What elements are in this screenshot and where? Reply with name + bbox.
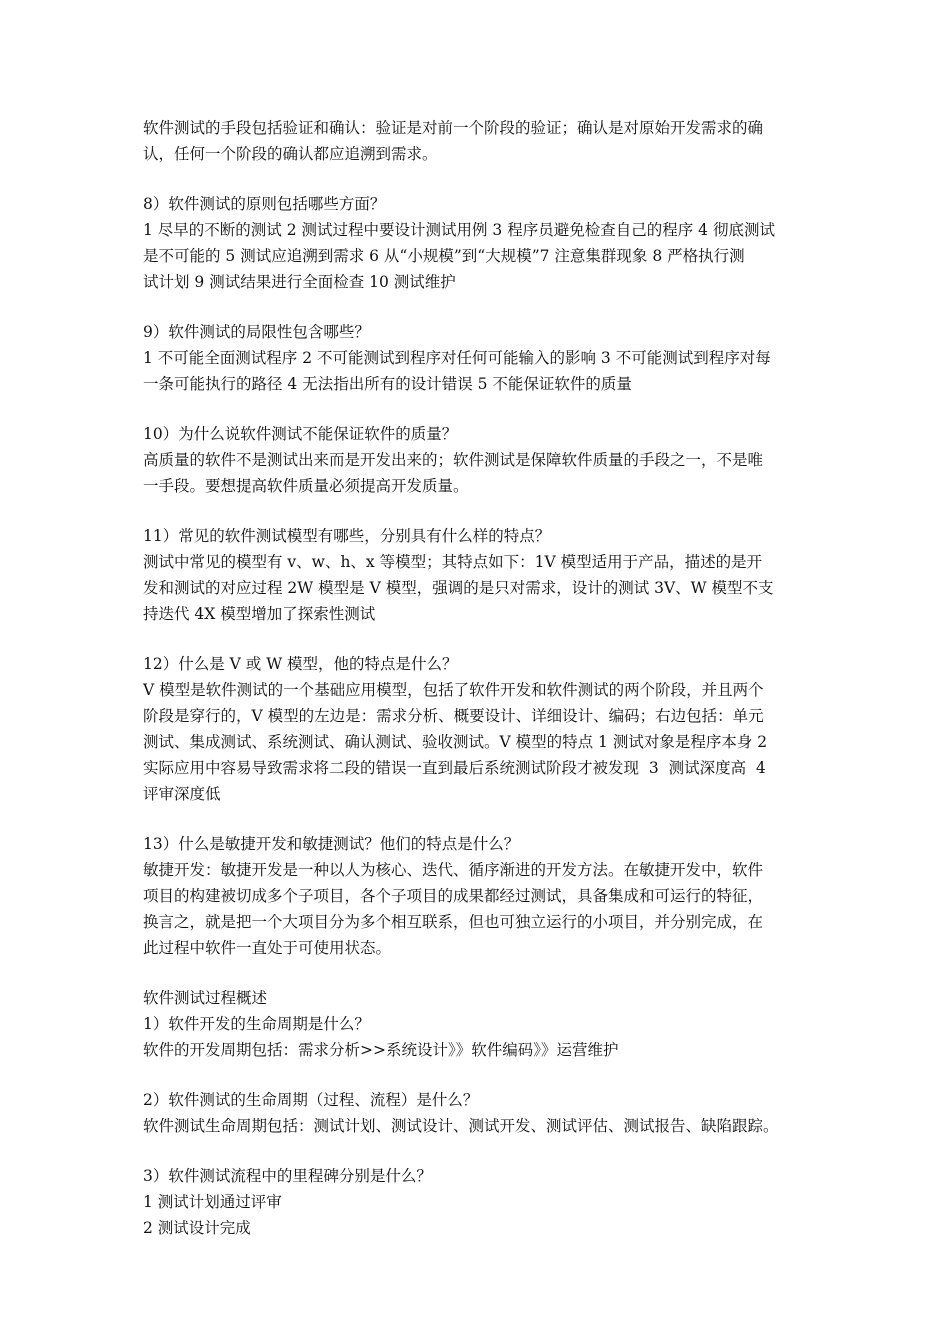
answer-line: 项目的构建被切成多个子项目，各个子项目的成果都经过测试，具备集成和可运行的特征，	[143, 887, 764, 905]
question-9	[143, 319, 807, 397]
question-10	[143, 421, 807, 499]
paragraph-gap	[143, 499, 807, 523]
answer-line: 是不可能的 5 测试应追溯到需求 6 从“小规模”到“大规模”7 注意集群现象 8 严格执行测	[143, 247, 745, 265]
answer-line: 高质量的软件不是测试出来而是开发出来的；软件测试是保障软件质量的手段之一，不是唯	[143, 451, 764, 469]
answer-line: 评审深度低	[143, 785, 221, 803]
paragraph-gap	[143, 1063, 807, 1087]
process-question-3	[143, 1163, 807, 1241]
answer-line: 软件测试生命周期包括：测试计划、测试设计、测试开发、测试评估、测试报告、缺陷跟踪。	[143, 1117, 779, 1135]
paragraph-gap	[143, 397, 807, 421]
question-heading: 11）常见的软件测试模型有哪些，分别具有什么样的特点？	[143, 527, 551, 545]
question-heading: 10）为什么说软件测试不能保证软件的质量？	[143, 425, 458, 443]
answer-line: 1 尽早的不断的测试 2 测试过程中要设计测试用例 3 程序员避免检查自己的程序 4 彻底测试	[143, 221, 775, 239]
question-13	[143, 831, 807, 961]
question-heading: 9）软件测试的局限性包含哪些？	[143, 323, 370, 341]
answer-line: 一条可能执行的路径 4 无法指出所有的设计错误 5 不能保证软件的质量	[143, 375, 632, 393]
question-heading: 1）软件开发的生命周期是什么？	[143, 1015, 370, 1033]
question-8	[143, 191, 807, 295]
question-12	[143, 651, 807, 807]
section-heading: 软件测试过程概述	[143, 989, 268, 1007]
answer-line: 实际应用中容易导致需求将二段的错误一直到最后系统测试阶段才被发现 3 测试深度高 4	[143, 759, 766, 777]
answer-line: 1 不可能全面测试程序 2 不可能测试到程序对任何可能输入的影响 3 不可能测试到程序对每	[143, 349, 771, 367]
paragraph-gap	[143, 627, 807, 651]
answer-line: V 模型是软件测试的一个基础应用模型，包括了软件开发和软件测试的两个阶段，并且两个	[143, 681, 764, 699]
paragraph-gap	[143, 807, 807, 831]
paragraph-gap	[143, 961, 807, 985]
answer-line: 换言之，就是把一个大项目分为多个相互联系，但也可独立运行的小项目，并分别完成，在	[143, 913, 764, 931]
answer-line: 敏捷开发：敏捷开发是一种以人为核心、迭代、循序渐进的开发方法。在敏捷开发中，软件	[143, 861, 764, 879]
paragraph-gap	[143, 295, 807, 319]
question-heading: 2）软件测试的生命周期（过程、流程）是什么？	[143, 1091, 479, 1109]
paragraph-gap	[143, 1139, 807, 1163]
question-heading: 8）软件测试的原则包括哪些方面？	[143, 195, 386, 213]
answer-line: 2 测试设计完成	[143, 1219, 251, 1237]
answer-line: 1 测试计划通过评审	[143, 1193, 282, 1211]
answer-line: 此过程中软件一直处于可使用状态。	[143, 939, 392, 957]
question-heading: 12）什么是 V 或 W 模型，他的特点是什么？	[143, 655, 458, 673]
document-page	[143, 115, 807, 1241]
answer-line: 测试中常见的模型有 v、w、h、x 等模型；其特点如下：1V 模型适用于产品，描述的是开	[143, 553, 763, 571]
process-question-2	[143, 1087, 807, 1139]
answer-line: 一手段。要想提高软件质量必须提高开发质量。	[143, 477, 469, 495]
text-line: 认，任何一个阶段的确认都应追溯到需求。	[143, 145, 438, 163]
answer-line: 试计划 9 测试结果进行全面检查 10 测试维护	[143, 273, 456, 291]
answer-line: 发和测试的对应过程 2W 模型是 V 模型，强调的是只对需求，设计的测试 3V、W 模型不支	[143, 579, 774, 597]
answer-line: 持迭代 4X 模型增加了探索性测试	[143, 605, 376, 623]
question-11	[143, 523, 807, 627]
intro-paragraph	[143, 115, 807, 167]
paragraph-gap	[143, 167, 807, 191]
answer-line: 阶段是穿行的，V 模型的左边是：需求分析、概要设计、详细设计、编码；右边包括：单元	[143, 707, 764, 725]
question-heading: 13）什么是敏捷开发和敏捷测试？他们的特点是什么？	[143, 835, 520, 853]
answer-line: 测试、集成测试、系统测试、确认测试、验收测试。V 模型的特点 1 测试对象是程序本身 2	[143, 733, 768, 751]
process-overview-section	[143, 985, 807, 1063]
answer-line: 软件的开发周期包括：需求分析>>系统设计》》软件编码》》运营维护	[143, 1041, 619, 1059]
text-line: 软件测试的手段包括验证和确认：验证是对前一个阶段的验证；确认是对原始开发需求的确	[143, 119, 764, 137]
question-heading: 3）软件测试流程中的里程碑分别是什么？	[143, 1167, 432, 1185]
